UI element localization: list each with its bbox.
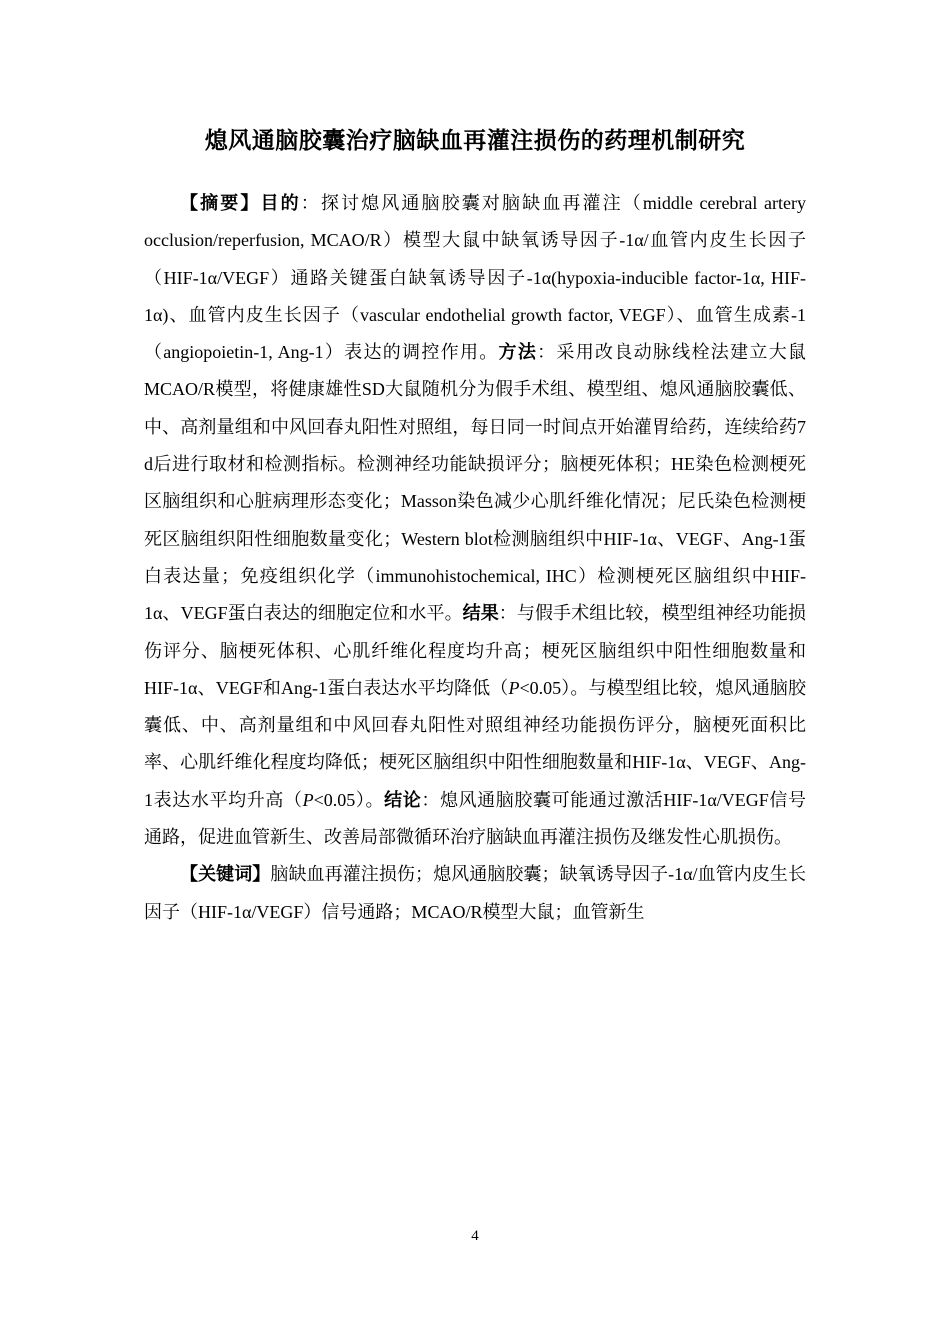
p-value: <0.05 (519, 677, 562, 698)
p-symbol: P (508, 677, 520, 698)
keywords-text: 脑缺血再灌注损伤；熄风通脑胶囊；缺氧诱导因子-1α/血管内皮生长因子（HIF-1α/VEGF）信号通路；MCAO/R模型大鼠；血管新生 (144, 864, 806, 922)
results-text-1: ：与假手术组比较，模型组神经功能损伤评分、脑梗死体积、心肌纤维化程度均升高；梗死区脑组织中阳性细胞数量和HIF-1α、VEGF和Ang-1蛋白表达水平均降低（ (144, 603, 807, 698)
purpose-label: 目的 (260, 193, 301, 214)
results-text-3: ）。 (355, 789, 385, 810)
page-number: 4 (471, 1228, 479, 1244)
abstract-paragraph (144, 185, 806, 856)
abstract-label: 【摘要】 (180, 193, 261, 214)
results-text-2: ）。与模型组比较，熄风通脑胶囊低、中、高剂量组和中风回春丸阳性对照组神经功能损伤评分，脑梗死面积比率、心肌纤维化程度均降低；梗死区脑组织中阳性细胞数量和HIF-1α、VEGF、Ang-1表达水平均升高（ (144, 677, 806, 810)
p-symbol-2: P (302, 789, 314, 810)
p-value-2: <0.05 (313, 789, 356, 810)
keywords-label: 【关键词】 (180, 864, 271, 886)
conclusion-text: ：熄风通脑胶囊可能通过激活HIF-1α/VEGF信号通路，促进血管新生、改善局部微循环治疗脑缺血再灌注损伤及继发性心肌损伤。 (144, 789, 807, 848)
methods-label: 方法 (498, 342, 538, 364)
purpose-text: ：探讨熄风通脑胶囊对脑缺血再灌注（middle cerebral artery occlusion/reperfusion, MCAO/R）模型大鼠中缺氧诱导因子-1α/血管内皮生长因子（HIF-1α/VEGF）通路关键蛋白缺氧诱导因子-1α(hypoxia-inducible factor-1α, HIF-1α)、血管内皮生长因子（vascular endothelial growth factor, VEGF）、血管生成素-1（angiopoietin-1, Ang-1）表达的调控作用。 (144, 193, 807, 363)
abstract-section (144, 185, 806, 931)
paper-title: 熄风通脑胶囊治疗脑缺血再灌注损伤的药理机制研究 (204, 128, 746, 154)
methods-text: ：采用改良动脉线栓法建立大鼠MCAO/R模型，将健康雄性SD大鼠随机分为假手术组、模型组、熄风通脑胶囊低、中、高剂量组和中风回春丸阳性对照组，每日同一时间点开始灌胃给药，连续给药7 d后进行取材和检测指标。检测神经功能缺损评分；脑梗死体积；HE染色检测梗死区脑组织和心脏病理形态变化；Masson染色减少心肌纤维化情况；尼氏染色检测梗死区脑组织阳性细胞数量变化；Western blot检测脑组织中HIF-1α、VEGF、Ang-1蛋白表达量；免疫组织化学（immunohistochemical, IHC）检测梗死区脑组织中HIF-1α、VEGF蛋白表达的细胞定位和水平。 (144, 342, 806, 624)
results-label: 结果 (462, 603, 499, 625)
conclusion-label: 结论 (384, 789, 422, 811)
keywords-paragraph (144, 856, 806, 931)
